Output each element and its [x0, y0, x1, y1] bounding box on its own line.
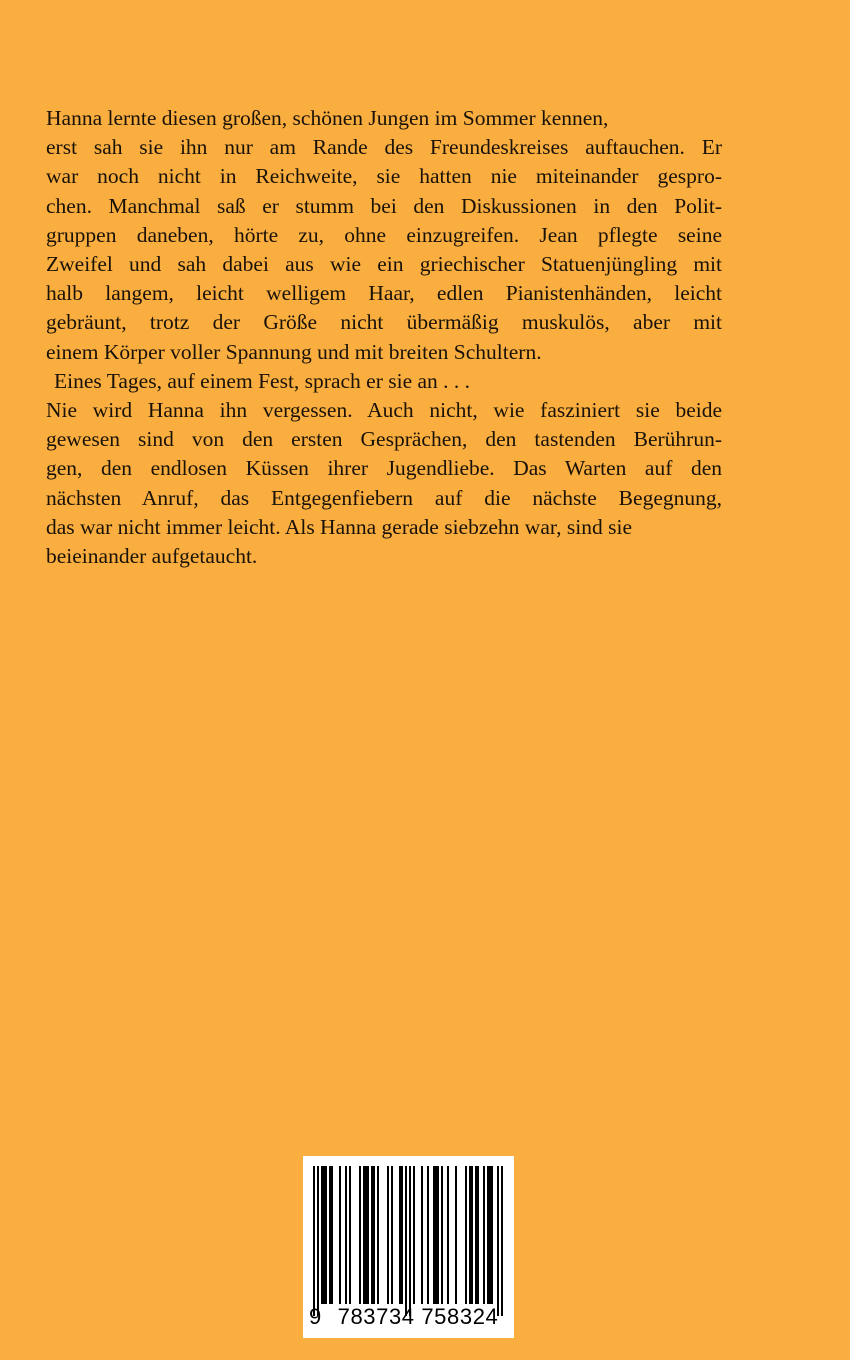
barcode-bar [329, 1166, 333, 1304]
barcode-bar [427, 1166, 429, 1304]
blurb-line: Hanna lernte diesen großen, schönen Jungen im Sommer kennen, [46, 106, 609, 130]
blurb-line: erst sah sie ihn nur am Rande des Freundeskreises auftauchen. Er [46, 135, 722, 160]
barcode-bar [321, 1166, 327, 1304]
barcode-guard-bar [497, 1166, 499, 1316]
barcode-bar [447, 1166, 449, 1304]
blurb-line: gewesen sind von den ersten Gesprächen, den tastenden Berührun- [46, 427, 722, 452]
blurb-line: halb langem, leicht welligem Haar, edlen Pianistenhänden, leicht [46, 281, 722, 306]
isbn-barcode [303, 1156, 514, 1338]
blurb-line: Eines Tages, auf einem Fest, sprach er sie an . . . [54, 368, 471, 393]
barcode-bar [413, 1166, 415, 1304]
barcode-guard-bar [501, 1166, 503, 1316]
blurb-line: Zweifel und sah dabei aus wie ein griechischer Statuenjüngling mit [46, 252, 722, 277]
isbn-digits: 783734 758324 [337, 1304, 499, 1329]
blurb-text [46, 104, 722, 571]
blurb-line: nächsten Anruf, das Entgegenfiebern auf die nächste Begegnung, [46, 485, 722, 510]
blurb-line: gruppen daneben, hörte zu, ohne einzugreifen. Jean pflegte seine [46, 222, 722, 247]
barcode-bar [377, 1166, 379, 1304]
blurb-line: Nie wird Hanna ihn vergessen. Auch nicht, wie fasziniert sie beide [46, 398, 722, 423]
barcode-bar [363, 1166, 369, 1304]
barcode-bar [433, 1166, 439, 1304]
blurb-line: war noch nicht in Reichweite, sie hatten nie miteinander gespro- [46, 164, 722, 189]
barcode-bar [455, 1166, 457, 1304]
blurb-line: chen. Manchmal saß er stumm bei den Diskussionen in den Polit- [46, 193, 722, 218]
barcode-bar [441, 1166, 443, 1304]
barcode-bar [475, 1166, 479, 1304]
isbn-first-digit: 9 [309, 1304, 322, 1329]
barcode-bar [359, 1166, 361, 1304]
blurb-line: gebräunt, trotz der Größe nicht übermäßig muskulös, aber mit [46, 310, 722, 335]
barcode-guard-bar [313, 1166, 315, 1316]
barcode-bar [469, 1166, 473, 1304]
barcode-bar [487, 1166, 493, 1304]
barcode-bar [339, 1166, 341, 1304]
barcode-bar [387, 1166, 389, 1304]
blurb-line: gen, den endlosen Küssen ihrer Jugendliebe. Das Warten auf den [46, 456, 722, 481]
barcode-bar [465, 1166, 467, 1304]
barcode-bar [483, 1166, 485, 1304]
barcode-guard-bar [405, 1166, 407, 1316]
barcode-guard-bar [317, 1166, 319, 1316]
barcode-bar [399, 1166, 403, 1304]
isbn-number [303, 1304, 514, 1336]
blurb-line: einem Körper voller Spannung und mit breiten Schultern. [46, 339, 542, 364]
barcode-bar [349, 1166, 351, 1304]
blurb-line: das war nicht immer leicht. Als Hanna gerade siebzehn war, sind sie [46, 514, 633, 539]
barcode-bar [371, 1166, 375, 1304]
barcode-bar [391, 1166, 393, 1304]
blurb-line: beieinander aufgetaucht. [46, 544, 258, 569]
barcode-bar [421, 1166, 423, 1304]
barcode-bar [345, 1166, 347, 1304]
barcode-guard-bar [409, 1166, 411, 1316]
